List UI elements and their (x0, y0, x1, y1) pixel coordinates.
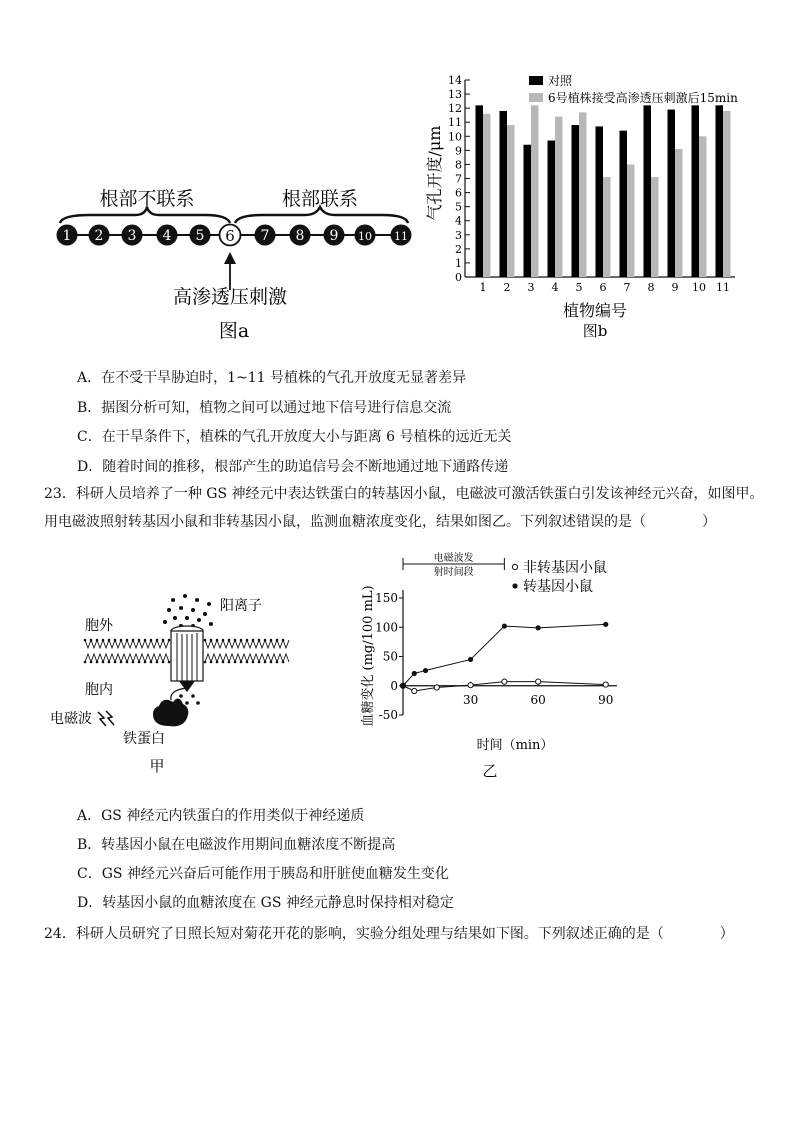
lipid-head (156, 639, 159, 642)
y-tick-label: 2 (455, 242, 462, 256)
legend-label-treated: 6号植株接受高渗透压刺激后15min (548, 91, 738, 105)
lipid-head (216, 639, 219, 642)
legend-swatch-control (529, 76, 543, 85)
lipid-head (96, 661, 99, 664)
bar-treated (675, 149, 683, 277)
bar-treated (555, 117, 563, 277)
inside-cell-label: 胞内 (85, 682, 113, 698)
q22-option-c[interactable]: C．在干旱条件下，植株的气孔开放度大小与距离 6 号植株的远近无关 (77, 429, 512, 445)
brace-left-icon (60, 207, 230, 223)
plant-label: 2 (94, 228, 104, 244)
q23-stem: 23．科研人员培养了一种 GS 神经元中表达铁蛋白的转基因小鼠，电磁波可激活铁蛋白引发该神经元兴奋，如图甲。用电磁波照射转基因小鼠和非转基因小鼠，监测血糖浓度变化，结果如图乙。下列叙述错误的是（ ） (44, 486, 764, 530)
lipid-head (108, 639, 111, 642)
lipid-head (132, 639, 135, 642)
figure-jia-caption: 甲 (149, 757, 165, 775)
x-axis-label: 植物编号 (562, 301, 628, 320)
bar-treated (579, 112, 587, 277)
lipid-head (90, 661, 93, 664)
bar-treated (603, 177, 611, 277)
q24-stem: 24．科研人员研究了日照长短对菊花开花的影响，实验分组处理与结果如下图。下列叙述正确的是（ ） (44, 926, 734, 942)
figure-yi-caption: 乙 (482, 762, 498, 780)
x-axis-label: 时间（min） (476, 738, 554, 753)
lipid-head (228, 639, 231, 642)
lipid-head (150, 661, 153, 664)
point-non-transgenic (468, 683, 473, 688)
blood-glucose-line-chart (355, 550, 630, 780)
bar-control (668, 110, 676, 277)
lipid-head (234, 639, 237, 642)
x-tick-label: 8 (647, 281, 655, 294)
x-tick-label: 60 (530, 692, 546, 707)
x-tick-label: 11 (716, 281, 730, 294)
lipid-head (222, 639, 225, 642)
lightning-icon (106, 711, 114, 725)
y-tick-label: 9 (455, 144, 462, 158)
lipid-head (258, 639, 261, 642)
plant-label: 9 (329, 228, 339, 244)
y-tick-label: 5 (455, 200, 462, 214)
plant-label: 8 (295, 228, 305, 244)
legend-label-non-transgenic: 非转基因小鼠 (523, 560, 607, 576)
lipid-head (246, 661, 249, 664)
lipid-head (246, 639, 249, 642)
lipid-head (264, 639, 267, 642)
figure-a (40, 170, 430, 350)
outside-cell-label: 胞外 (85, 618, 113, 634)
y-tick-label: 14 (448, 74, 462, 87)
y-tick-label: 7 (455, 172, 462, 186)
q22-option-d[interactable]: D．随着时间的推移，根部产生的助追信号会不断地通过地下通路传递 (77, 459, 509, 475)
point-non-transgenic (502, 679, 507, 684)
lipid-head (126, 639, 129, 642)
bar-control (716, 105, 724, 277)
lipid-head (234, 661, 237, 664)
lipid-head (222, 661, 225, 664)
lipid-head (144, 639, 147, 642)
y-tick-label: 11 (448, 116, 462, 130)
y-tick-label: 0 (390, 678, 398, 693)
cation-dot (171, 598, 175, 602)
lipid-head (132, 661, 135, 664)
legend-swatch-treated (529, 93, 543, 102)
lipid-head (150, 639, 153, 642)
lipid-head (84, 661, 87, 664)
point-transgenic (502, 623, 507, 628)
lipid-head (240, 661, 243, 664)
x-tick-label: 5 (575, 281, 583, 294)
lipid-head (168, 639, 171, 642)
lipid-head (108, 661, 111, 664)
y-tick-label: 4 (455, 214, 462, 228)
x-tick-label: 9 (671, 281, 679, 294)
figure-a-diagram (40, 170, 430, 350)
bar-control (620, 131, 628, 277)
point-non-transgenic (412, 688, 417, 693)
bar-treated (723, 111, 731, 277)
lipid-head (96, 639, 99, 642)
point-transgenic (400, 683, 405, 688)
cation-dots (163, 594, 213, 628)
x-tick-label: 6 (599, 281, 607, 294)
lipid-head (90, 639, 93, 642)
cation-dot (167, 608, 171, 612)
lipid-head (276, 639, 279, 642)
lipid-head (252, 639, 255, 642)
bar-treated (699, 136, 707, 277)
lipid-head (270, 639, 273, 642)
figure-a-caption: 图a (218, 320, 250, 342)
y-tick-label: 13 (448, 88, 462, 102)
bar-control (596, 126, 604, 277)
lipid-head (210, 639, 213, 642)
plant-label: 4 (162, 228, 172, 244)
figure-b-caption: 图b (582, 322, 608, 340)
bar-control (524, 145, 532, 277)
cation-dot (209, 622, 213, 626)
lipid-head (162, 661, 165, 664)
bar-control (500, 111, 508, 277)
bar-treated (627, 164, 635, 277)
lipid-head (120, 639, 123, 642)
arrow-up-icon (224, 252, 236, 264)
y-axis-label: 血糖变化 (mg/100 mL) (361, 585, 376, 727)
lipid-head (144, 661, 147, 664)
point-transgenic (423, 668, 428, 673)
figure-b (420, 65, 765, 350)
ion-channel-icon (171, 626, 203, 692)
lipid-head (204, 639, 207, 642)
cation-dot (163, 620, 167, 624)
lipid-head (282, 639, 285, 642)
y-axis-label: 气孔开度/μm (425, 125, 444, 221)
plant-label: 11 (394, 230, 408, 243)
lipid-head (156, 661, 159, 664)
y-tick-label: 6 (455, 186, 462, 200)
legend-marker-transgenic (512, 583, 517, 588)
point-transgenic (468, 657, 473, 662)
lightning-icon (98, 712, 106, 726)
bar-control (644, 105, 652, 277)
lipid-head (126, 661, 129, 664)
brace-right-icon (235, 207, 408, 223)
electromagnetic-wave-label: 电磁波 (50, 711, 92, 727)
plant-label: 1 (62, 228, 72, 244)
y-tick-label: -50 (378, 708, 398, 722)
lipid-head (114, 661, 117, 664)
y-tick-label: 50 (382, 649, 398, 664)
lipid-head (168, 661, 171, 664)
point-non-transgenic (603, 682, 608, 687)
cation-dot (195, 598, 199, 602)
legend-marker-non-transgenic (512, 564, 517, 569)
cation-dot (185, 616, 189, 620)
lipid-head (84, 639, 87, 642)
stomatal-aperture-bar-chart (420, 65, 765, 350)
membrane-channel-diagram (45, 590, 295, 775)
ferritin-icon (153, 698, 188, 726)
y-tick-label: 10 (448, 130, 462, 144)
bar-control (572, 125, 580, 277)
bar-control (692, 105, 700, 277)
x-tick-label: 7 (623, 281, 631, 294)
figure-jia (45, 590, 295, 775)
y-tick-label: 100 (375, 620, 398, 635)
cation-dot (207, 602, 211, 606)
ferritin-label: 铁蛋白 (123, 731, 165, 747)
y-tick-label: 8 (455, 158, 462, 172)
lipid-head (252, 661, 255, 664)
lipid-head (216, 661, 219, 664)
period-label: 射时间段 (433, 567, 474, 578)
point-transgenic (536, 625, 541, 630)
x-tick-label: 30 (462, 692, 479, 707)
x-tick-label: 90 (598, 692, 614, 707)
point-transgenic (412, 671, 417, 676)
bar-control (548, 141, 556, 277)
x-tick-label: 3 (527, 281, 535, 294)
bar-control (476, 105, 484, 277)
x-tick-label: 4 (551, 281, 559, 294)
ferritin-link-line (171, 688, 187, 700)
q23-option-c[interactable]: C．GS 神经元兴奋后可能作用于胰岛和肝脏使血糖发生变化 (77, 866, 449, 882)
plant-label: 5 (195, 228, 205, 244)
bar-treated (651, 177, 659, 277)
legend-label-control: 对照 (548, 74, 573, 88)
cation-dot (179, 606, 183, 610)
point-non-transgenic (434, 685, 439, 690)
lipid-head (162, 639, 165, 642)
q22-option-a[interactable]: A．在不受干旱胁迫时，1~11 号植株的气孔开放度无显著差异 (77, 370, 467, 386)
bar-treated (531, 105, 539, 277)
x-tick-label: 2 (503, 281, 511, 294)
lipid-head (138, 661, 141, 664)
cation-dot (203, 612, 207, 616)
x-tick-label: 10 (692, 281, 706, 294)
q22-option-b[interactable]: B．据图分析可知，植物之间可以通过地下信号进行信息交流 (77, 400, 452, 416)
plant-label: 7 (260, 228, 270, 244)
figure-yi (355, 550, 630, 780)
lipid-head (282, 661, 285, 664)
lipid-head (264, 661, 267, 664)
cation-dot (173, 616, 177, 620)
stimulus-label: 高渗透压刺激 (172, 286, 288, 308)
lipid-head (138, 639, 141, 642)
cation-dot (183, 594, 187, 598)
lipid-head (270, 661, 273, 664)
y-tick-label: 0 (455, 271, 462, 284)
lipid-head (228, 661, 231, 664)
legend-label-transgenic: 转基因小鼠 (523, 579, 593, 595)
lipid-head (240, 639, 243, 642)
y-tick-label: 150 (375, 591, 398, 605)
plant-label: 6 (225, 227, 235, 245)
lipid-head (102, 639, 105, 642)
q23-option-a[interactable]: A．GS 神经元内铁蛋白的作用类似于神经递质 (77, 808, 365, 824)
root-connected-label: 根部联系 (281, 188, 359, 210)
y-tick-label: 12 (448, 102, 462, 116)
lipid-head (258, 661, 261, 664)
y-tick-label: 3 (455, 228, 462, 242)
y-tick-label: 1 (455, 256, 462, 270)
cation-dot (197, 618, 201, 622)
lipid-head (102, 661, 105, 664)
q23-option-b[interactable]: B．转基因小鼠在电磁波作用期间血糖浓度不断提高 (77, 837, 396, 853)
lipid-head (276, 661, 279, 664)
q23-option-d[interactable]: D．转基因小鼠的血糖浓度在 GS 神经元静息时保持相对稳定 (77, 895, 454, 911)
bar-treated (507, 125, 515, 277)
cation-dot (191, 608, 195, 612)
plant-label: 10 (358, 230, 372, 243)
series-line-transgenic (403, 624, 606, 685)
cation-label: 阳离子 (220, 598, 262, 614)
root-unconnected-label: 根部不联系 (99, 188, 195, 210)
lipid-head (120, 661, 123, 664)
x-tick-label: 1 (479, 281, 487, 294)
bar-treated (483, 114, 491, 277)
point-non-transgenic (536, 679, 541, 684)
lipid-head (210, 661, 213, 664)
plant-label: 3 (127, 228, 137, 244)
lipid-head (114, 639, 117, 642)
point-transgenic (603, 622, 608, 627)
period-label: 电磁波发 (433, 553, 474, 564)
lipid-head (204, 661, 207, 664)
